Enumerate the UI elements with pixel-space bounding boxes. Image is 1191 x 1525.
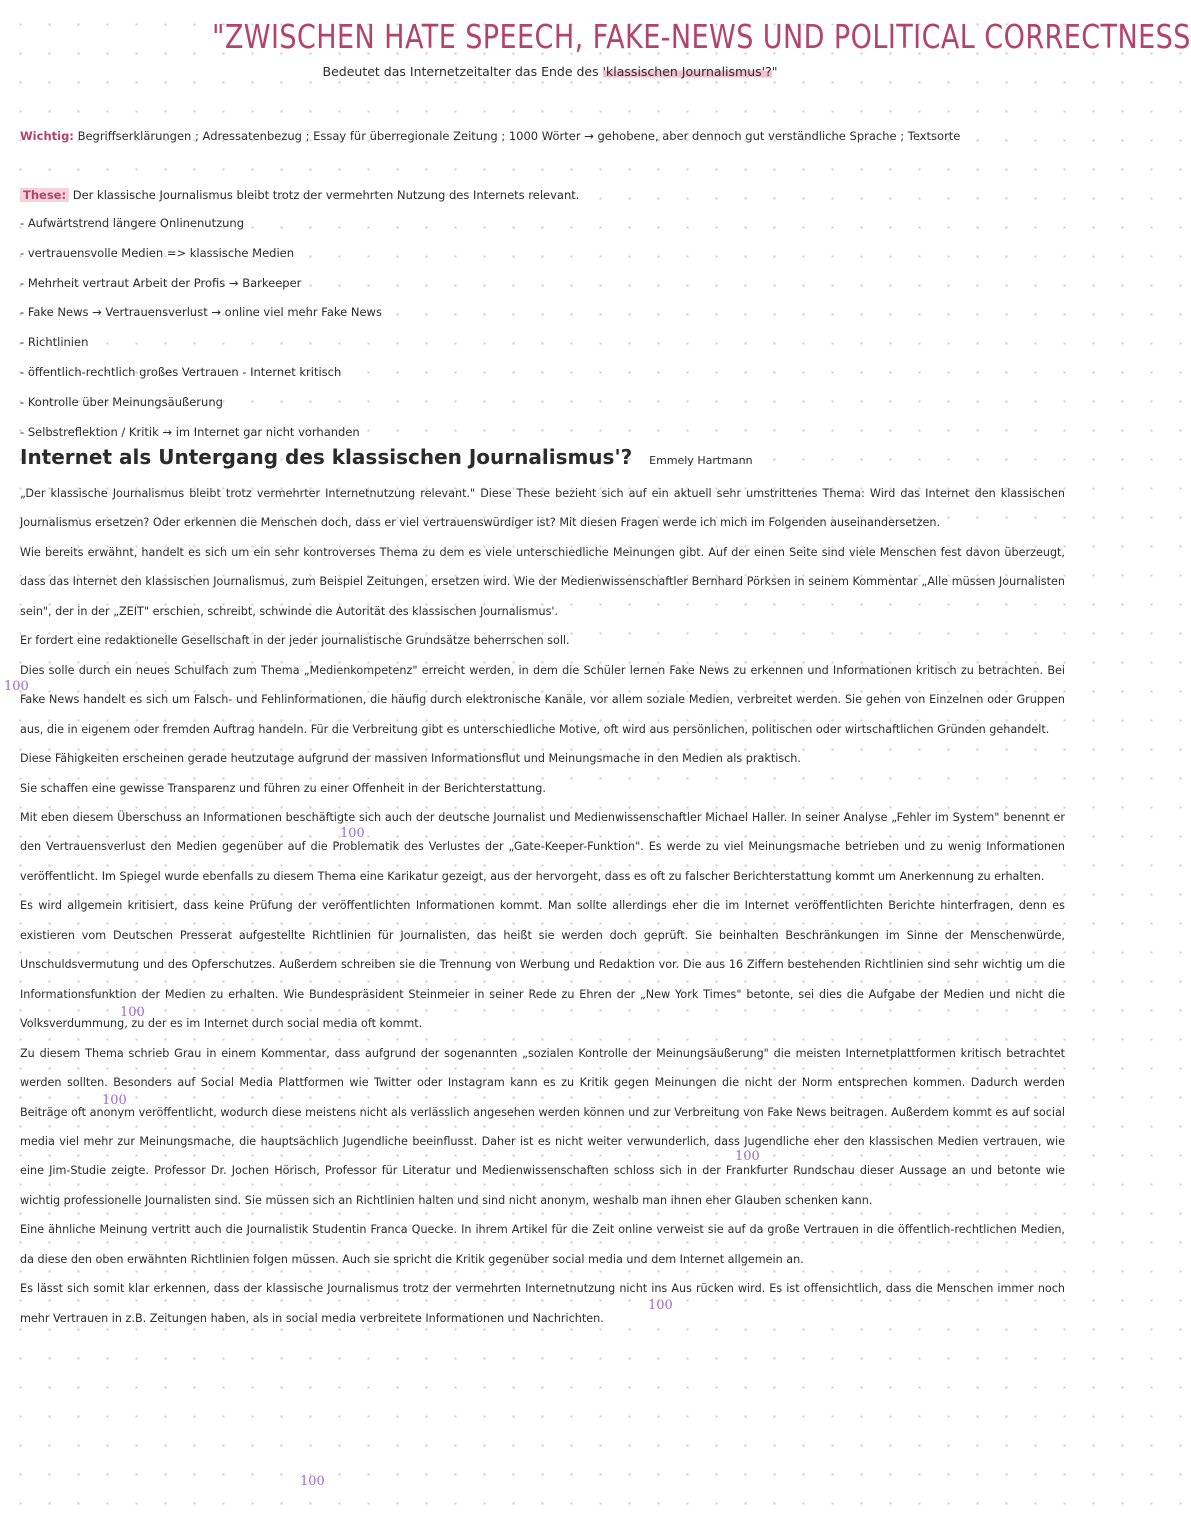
essay-author: Emmely Hartmann (649, 454, 753, 467)
bullet-item: - Richtlinien (20, 328, 1020, 358)
these-label: These: (20, 188, 69, 202)
bullet-item: - öffentlich-rechtlich großes Vertrauen - Internet kritisch (20, 358, 1020, 388)
essay-body (20, 479, 1065, 1333)
grade-mark: 100 (102, 1093, 127, 1108)
grade-mark: 100 (4, 679, 29, 694)
essay-paragraph: Mit eben diesem Überschuss an Informationen beschäftigte sich auch der deutsche Journalist und Medienwissenschaftler Michael Haller. In seiner Analyse „Fehler im System" benennt er den Vertrauensverlust den Medien gegenüber auf die Problematik des Verlustes der „Gate-Keeper-Funktion". Es werde zu viel Meinungsmache betrieben und zu wenig Informationen veröffentlicht. Im Spiegel wurde ebenfalls zu diesem Thema eine Karikatur gezeigt, aus der hervorgeht, dass es oft zu falscher Berichterstattung kommt um Anerkennung zu erhalten. (20, 810, 1065, 883)
grade-mark: 100 (648, 1298, 673, 1313)
essay-paragraph: Es wird allgemein kritisiert, dass keine Prüfung der veröffentlichten Informationen kommt. Man sollte allerdings eher die im Internet veröffentlichten Berichte hinterfragen, denn es existieren vom Deutschen Presserat aufgestellte Richtlinien für Journalisten, das heißt sie werden doch geprüft. Sie beinhalten Beschränkungen im Sinne der Menschenwürde, Unschuldsvermutung und des Opferschutzes. Außerdem schreiben sie die Trennung von Werbung und Redaktion vor. Die aus 16 Ziffern bestehenden Richtlinien sind sehr wichtig um die Informationsfunktion der Medien zu erhalten. Wie Bundespräsident Steinmeier in seiner Rede zu Ehren der „New York Times" betonte, sei dies die Aufgabe der Medien und nicht die Volksverdummung, zu der es im Internet durch social media oft kommt. (20, 899, 1065, 1031)
subtitle-highlight: 'klassischen Journalismus'? (602, 64, 772, 79)
essay-paragraph: Er fordert eine redaktionelle Gesellschaft in der jeder journalistische Grundsätze beherrschen soll. (20, 634, 570, 648)
subtitle-prefix: Bedeutet das Internetzeitalter das Ende des (322, 64, 603, 79)
wichtig-text: Begriffserklärungen ; Adressatenbezug ; Essay für überregionale Zeitung ; 1000 Wörter → gehobene, aber dennoch gut verständliche Sprache ; Textsorte (77, 129, 961, 143)
bullet-list (20, 209, 1020, 447)
bullet-item: - Mehrheit vertraut Arbeit der Profis → Barkeeper (20, 269, 1020, 299)
essay-paragraph: Wie bereits erwähnt, handelt es sich um ein sehr kontroverses Thema zu dem es viele unterschiedliche Meinungen gibt. Auf der einen Seite sind viele Menschen fest davon überzeugt, dass das Internet den klassischen Journalismus, zum Beispiel Zeitungen, ersetzen wird. Wie der Medienwissenschaftler Bernhard Pörksen in seinem Kommentar „Alle müssen Journalisten sein", der in der „ZEIT" erschien, schreibt, schwinde die Autorität des klassischen Journalismus'. (20, 545, 1065, 618)
bullet-item: - Fake News → Vertrauensverlust → online viel mehr Fake News (20, 298, 1020, 328)
essay-title: Internet als Untergang des klassischen Journalismus'? (20, 445, 633, 469)
bullet-item: - Aufwärtstrend längere Onlinenutzung (20, 209, 1020, 239)
wichtig-note (20, 122, 1070, 151)
essay-paragraph: Sie schaffen eine gewisse Transparenz und führen zu einer Offenheit in der Berichterstattung. (20, 781, 546, 795)
subtitle (200, 63, 900, 81)
essay-paragraph: Eine ähnliche Meinung vertritt auch die Journalistik Studentin Franca Quecke. In ihrem Artikel für die Zeit online verweist sie auf da große Vertrauen in die öffentlich-rechtlichen Medien, da diese den oben erwähnten Richtlinien folgen müssen. Auch sie spricht die Kritik gegenüber social media und dem Internet allgemein an. (20, 1223, 1065, 1266)
essay-paragraph: Diese Fähigkeiten erscheinen gerade heutzutage aufgrund der massiven Informationsflut und Meinungsmache in den Medien als praktisch. (20, 752, 801, 766)
page-title: "ZWISCHEN HATE SPEECH, FAKE-NEWS UND POLITICAL CORRECTNESS (212, 17, 1191, 56)
essay-heading (20, 441, 1070, 477)
grade-mark: 100 (340, 826, 365, 841)
grade-mark: 100 (120, 1005, 145, 1020)
essay-paragraph: „Der klassische Journalismus bleibt trotz vermehrter Internetnutzung relevant." Diese These bezieht sich auf ein aktuell sehr umstrittenes Thema: Wird das Internet den klassischen Journalismus ersetzen? Oder erkennen die Menschen doch, dass er viel vertrauenswürdiger ist? Mit diesen Fragen werde ich mich im Folgenden auseinandersetzen. (20, 487, 1065, 530)
wichtig-label: Wichtig: (20, 129, 74, 143)
grade-mark: 100 (735, 1149, 760, 1164)
grade-mark: 100 (300, 1474, 325, 1489)
bullet-item: - Selbstreflektion / Kritik → im Internet gar nicht vorhanden (20, 418, 1020, 448)
these-note (20, 181, 1060, 210)
essay-paragraph: Dies solle durch ein neues Schulfach zum Thema „Medienkompetenz" erreicht werden, in dem die Schüler lernen Fake News zu erkennen und Informationen kritisch zu betrachten. Bei Fake News handelt es sich um Falsch- und Fehlinformationen, die häufig durch elektronische Kanäle, vor allem soziale Medien, verbreitet werden. Sie gehen von Einzelnen oder Gruppen aus, die in eigenem oder fremden Auftrag handeln. Für die Verbreitung gibt es unterschiedliche Motive, oft wird aus persönlichen, politischen oder wirtschaftlichen Gründen gehandelt. (20, 663, 1065, 736)
bullet-item: - Kontrolle über Meinungsäußerung (20, 388, 1020, 418)
bullet-item: - vertrauensvolle Medien => klassische Medien (20, 239, 1020, 269)
these-text: Der klassische Journalismus bleibt trotz der vermehrten Nutzung des Internets relevant. (72, 188, 580, 202)
essay-paragraph: Es lässt sich somit klar erkennen, dass der klassische Journalismus trotz der vermehrten Internetnutzung nicht ins Aus rücken wird. Es ist offensichtlich, dass die Menschen immer noch mehr Vertrauen in z.B. Zeitungen haben, als in social media verbreitete Informationen und Nachrichten. (20, 1282, 1065, 1325)
essay-paragraph: Zu diesem Thema schrieb Grau in einem Kommentar, dass aufgrund der sogenannten „sozialen Kontrolle der Meinungsäußerung" die meisten Internetplattformen kritisch betrachtet werden sollten. Besonders auf Social Media Plattformen wie Twitter oder Instagram kann es zu Kritik gegen Meinungen die nicht der Norm entsprechen kommen. Dadurch werden Beiträge oft anonym veröffentlicht, wodurch diese meistens nicht als verlässlich angesehen werden können und zur Verbreitung von Fake News beitragen. Außerdem kommt es auf social media viel mehr zur Meinungsmache, die hauptsächlich Jugendliche beeinflusst. Daher ist es nicht weiter verwunderlich, dass Jugendliche eher den klassischen Medien vertrauen, wie eine Jim-Studie zeigte. Professor Dr. Jochen Hörisch, Professor für Literatur und Medienwissenschaften schloss sich in der Frankfurter Rundschau dieser Aussage an und betonte wie wichtig professionelle Journalisten sind. Sie müssen sich an Richtlinien halten und sind nicht anonym, weshalb man ihnen eher Glauben schenken kann. (20, 1046, 1065, 1207)
subtitle-suffix: " (771, 64, 778, 79)
